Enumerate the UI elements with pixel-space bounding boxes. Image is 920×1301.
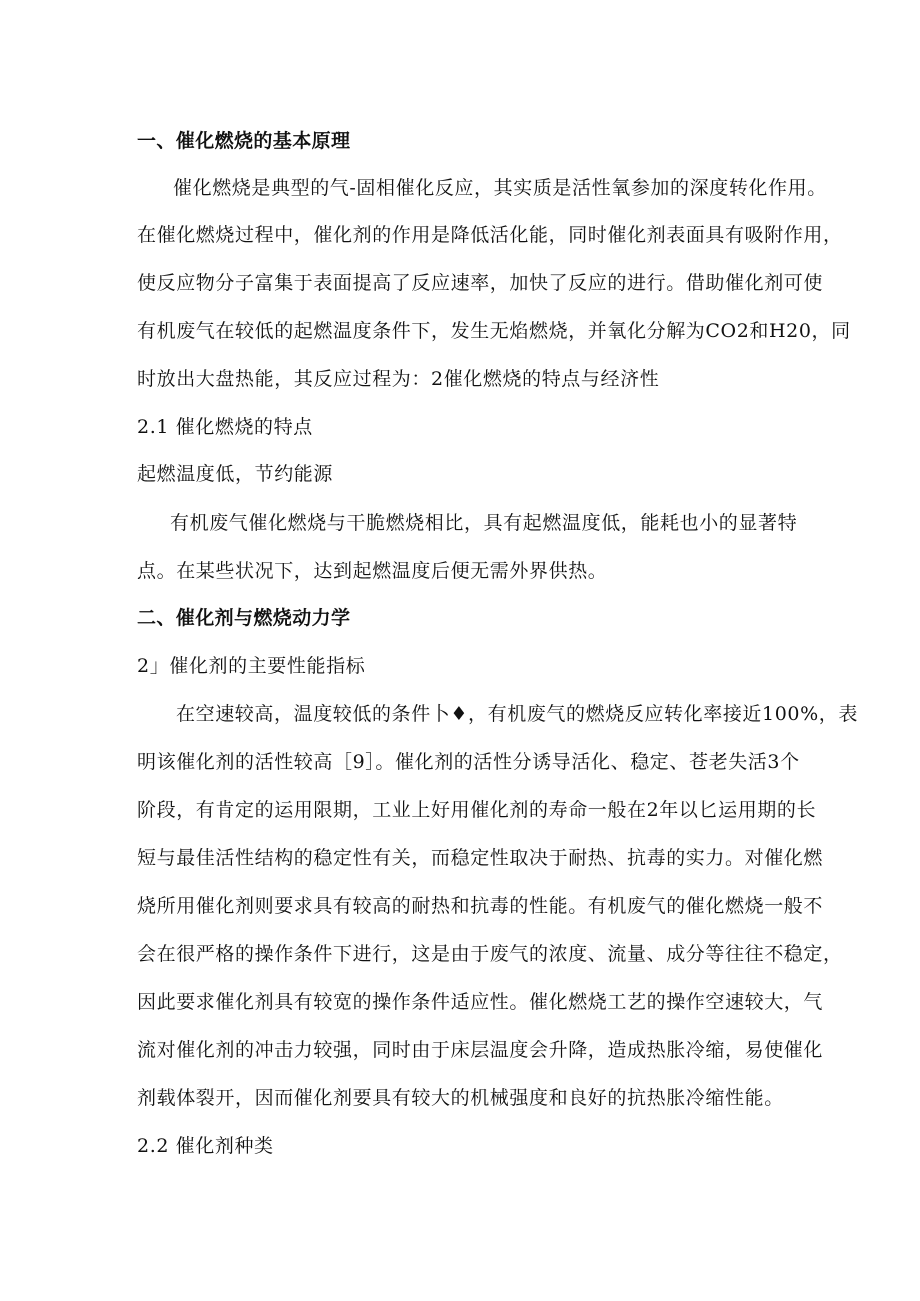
paragraph-line: 阶段，有肯定的运用限期，工业上好用催化剂的寿命一般在2年以匕运用期的长: [137, 799, 817, 821]
paragraph-line: 使反应物分子富集于表面提高了反应速率，加快了反应的进行。借助催化剂可使: [137, 272, 824, 294]
heading-principle: 一、催化燃烧的基本原理: [137, 130, 351, 152]
paragraph-line: 流对催化剂的冲击力较强，同时由于床层温度会升降，造成热胀冷缩，易使催化: [137, 1039, 824, 1061]
section-2-2-title: 2.2 催化剂种类: [137, 1135, 274, 1157]
paragraph-line: 点。在某些状况下，达到起燃温度后便无需外界供热。: [137, 560, 608, 582]
paragraph-line: 短与最佳活性结构的稳定性有关，而稳定性取决于耐热、抗毒的实力。对催化燃: [137, 847, 824, 869]
paragraph-line: 烧所用催化剂则要求具有较高的耐热和抗毒的性能。有机废气的催化燃烧一般不: [137, 895, 824, 917]
paragraph-line: 催化燃烧是典型的气-固相催化反应，其实质是活性氧参加的深度转化作用。: [173, 177, 827, 199]
heading-catalyst: 二、催化剂与燃烧动力学: [137, 607, 351, 629]
subtitle-low-temp: 起燃温度低，节约能源: [137, 463, 334, 485]
paragraph-line: 有机废气催化燃烧与干脆燃烧相比，具有起燃温度低，能耗也小的显著特: [170, 512, 798, 534]
paragraph-line: 因此要求催化剂具有较宽的操作条件适应性。催化燃烧工艺的操作空速较大，气: [137, 991, 824, 1013]
section-2-1-title: 2.1 催化燃烧的特点: [137, 416, 313, 438]
paragraph-line: 剂载体裂开，因而催化剂要具有较大的机械强度和良好的抗热胀冷缩性能。: [137, 1087, 784, 1109]
section-2-x-title: 2」催化剂的主要性能指标: [137, 655, 366, 677]
paragraph-line: 有机废气在较低的起燃温度条件下，发生无焰燃烧，并氧化分解为CO2和H20，同: [137, 320, 851, 342]
paragraph-line: 时放出大盘热能，其反应过程为：2催化燃烧的特点与经济性: [137, 368, 660, 390]
paragraph-line: 会在很严格的操作条件下进行，这是由于废气的浓度、流量、成分等往往不稳定，: [137, 943, 843, 965]
paragraph-line: 在空速较高，温度较低的条件卜♦，有机废气的燃烧反应转化率接近100%，表: [176, 703, 858, 725]
paragraph-line: 在催化燃烧过程中，催化剂的作用是降低活化能，同时催化剂表面具有吸附作用，: [137, 224, 843, 246]
paragraph-line: 明该催化剂的活性较高［9］。催化剂的活性分诱导活化、稳定、苍老失活3个: [137, 751, 800, 773]
